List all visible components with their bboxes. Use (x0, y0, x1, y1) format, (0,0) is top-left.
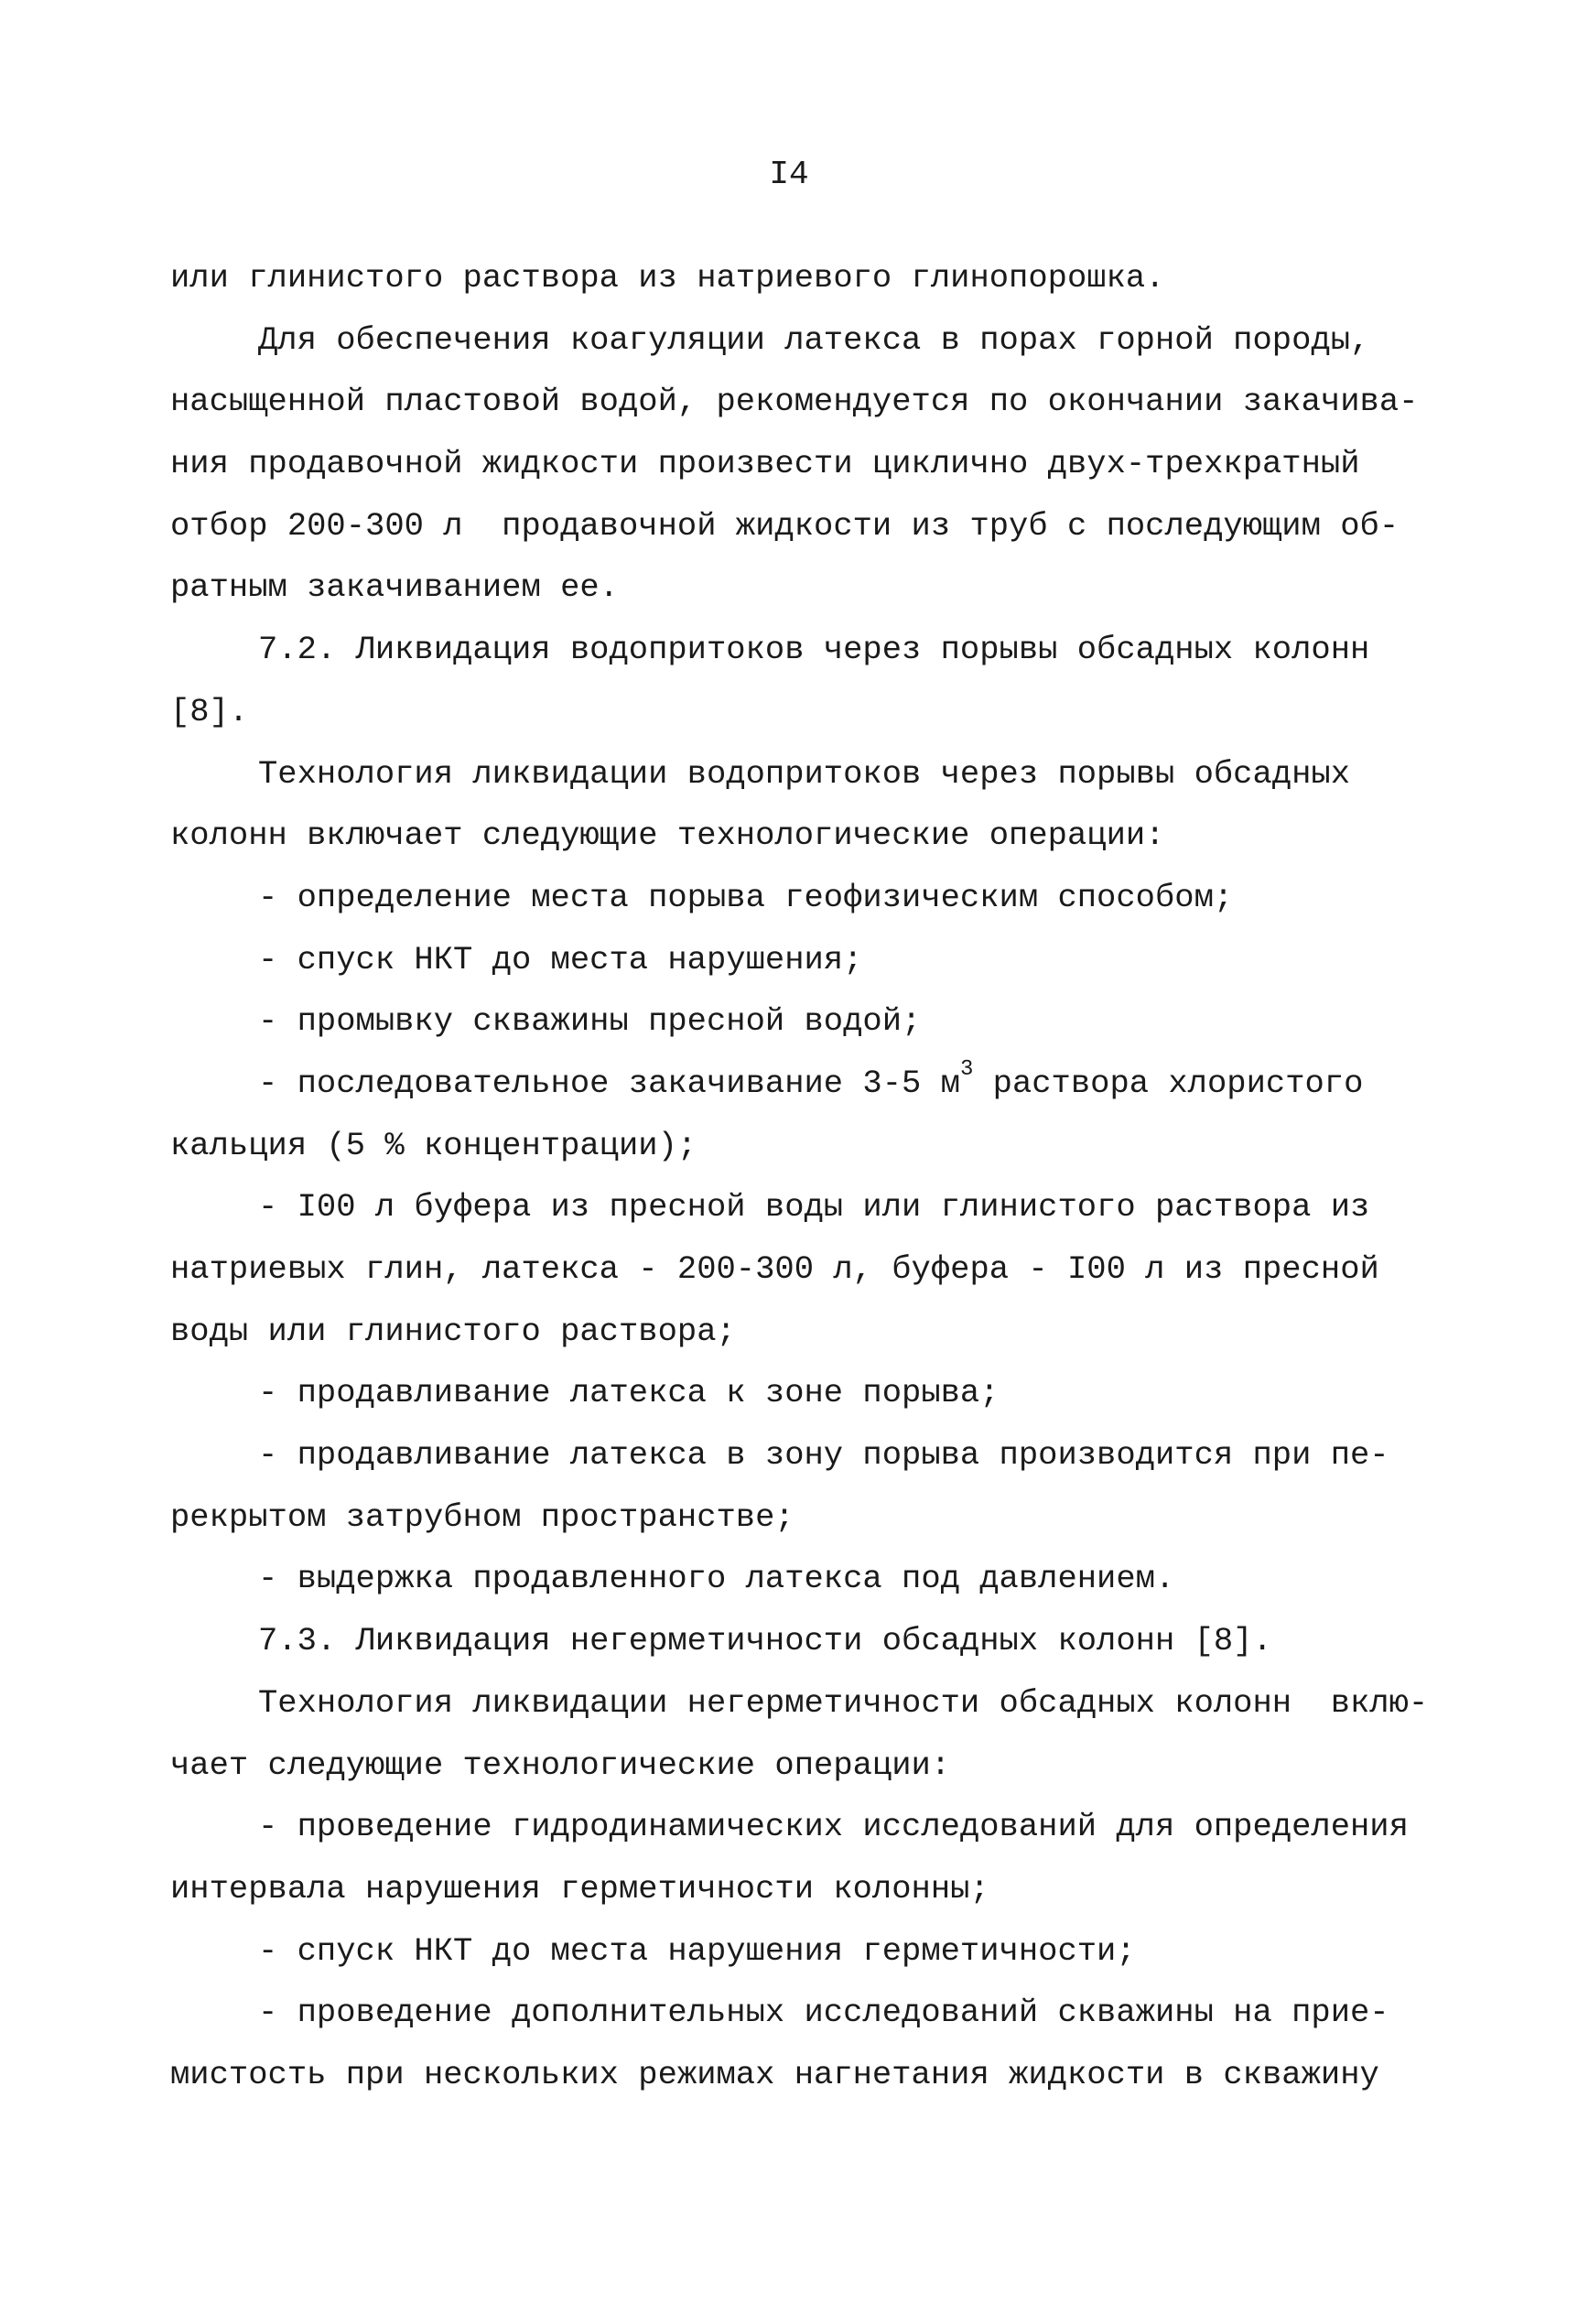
text-line: ратным закачиванием ее. (170, 568, 619, 607)
text-line: воды или глинистого раствора; (170, 1312, 736, 1350)
text-line: чает следующие технологические операции: (170, 1746, 951, 1784)
list-item: - выдержка продавленного латекса под давлением. (258, 1560, 1175, 1598)
text-line: рекрытом затрубном пространстве; (170, 1497, 794, 1536)
page-number: I4 (769, 156, 809, 193)
list-item (170, 1053, 1397, 1115)
text-fragment: - последовательное закачивание 3-5 м (258, 1064, 960, 1102)
superscript: 3 (959, 1057, 974, 1083)
list-item: - промывку скважины пресной водой; (258, 1002, 922, 1041)
list-item: - определение места порыва геофизическим способом; (258, 878, 1234, 916)
list-item: - I00 л буфера из пресной воды или глинистого раствора из (258, 1188, 1370, 1227)
list-item: - спуск НКТ до места нарушения герметичности; (258, 1931, 1136, 1970)
list-item: - проведение дополнительных исследований скважины на прие- (258, 1994, 1389, 2032)
text-line: натриевых глин, латекса - 200-300 л, буфера - I00 л из пресной (170, 1250, 1379, 1288)
paragraph-start: Технология ликвидации водопритоков через порывы обсадных (258, 754, 1350, 793)
list-item: - спуск НКТ до места нарушения; (258, 940, 863, 978)
list-item: - продавливание латекса в зону порыва производится при пе- (258, 1436, 1389, 1475)
text-line: мистость при нескольких режимах нагнетания жидкости в скважину (170, 2055, 1379, 2093)
text-line: интервала нарушения герметичности колонны; (170, 1869, 989, 1908)
list-item: - проведение гидродинамических исследований для определения (258, 1808, 1409, 1846)
section-heading-7-3: 7.3. Ликвидация негерметичности обсадных колонн [8]. (258, 1622, 1272, 1660)
paragraph-start: Для обеспечения коагуляции латекса в порах горной породы, (258, 320, 1370, 359)
section-heading-7-2: 7.2. Ликвидация водопритоков через порывы обсадных колонн (258, 631, 1370, 669)
citation-reference: [8]. (170, 692, 249, 730)
list-item: - продавливание латекса к зоне порыва; (258, 1374, 1000, 1412)
text-fragment: раствора хлористого (973, 1064, 1364, 1102)
text-line: отбор 200-300 л продавочной жидкости из труб с последующим об- (170, 506, 1400, 545)
text-line: или глинистого раствора из натриевого глинопорошка. (170, 259, 1165, 297)
text-line: колонн включает следующие технологические операции: (170, 816, 1165, 855)
text-line: насыщенной пластовой водой, рекомендуется по окончании закачива- (170, 383, 1419, 421)
text-line: ния продавочной жидкости произвести циклично двух-трехкратный (170, 445, 1360, 483)
paragraph-start: Технология ликвидации негерметичности обсадных колонн вклю- (258, 1683, 1429, 1722)
text-line: кальция (5 % концентрации); (170, 1126, 697, 1164)
body-text (170, 247, 1429, 2106)
